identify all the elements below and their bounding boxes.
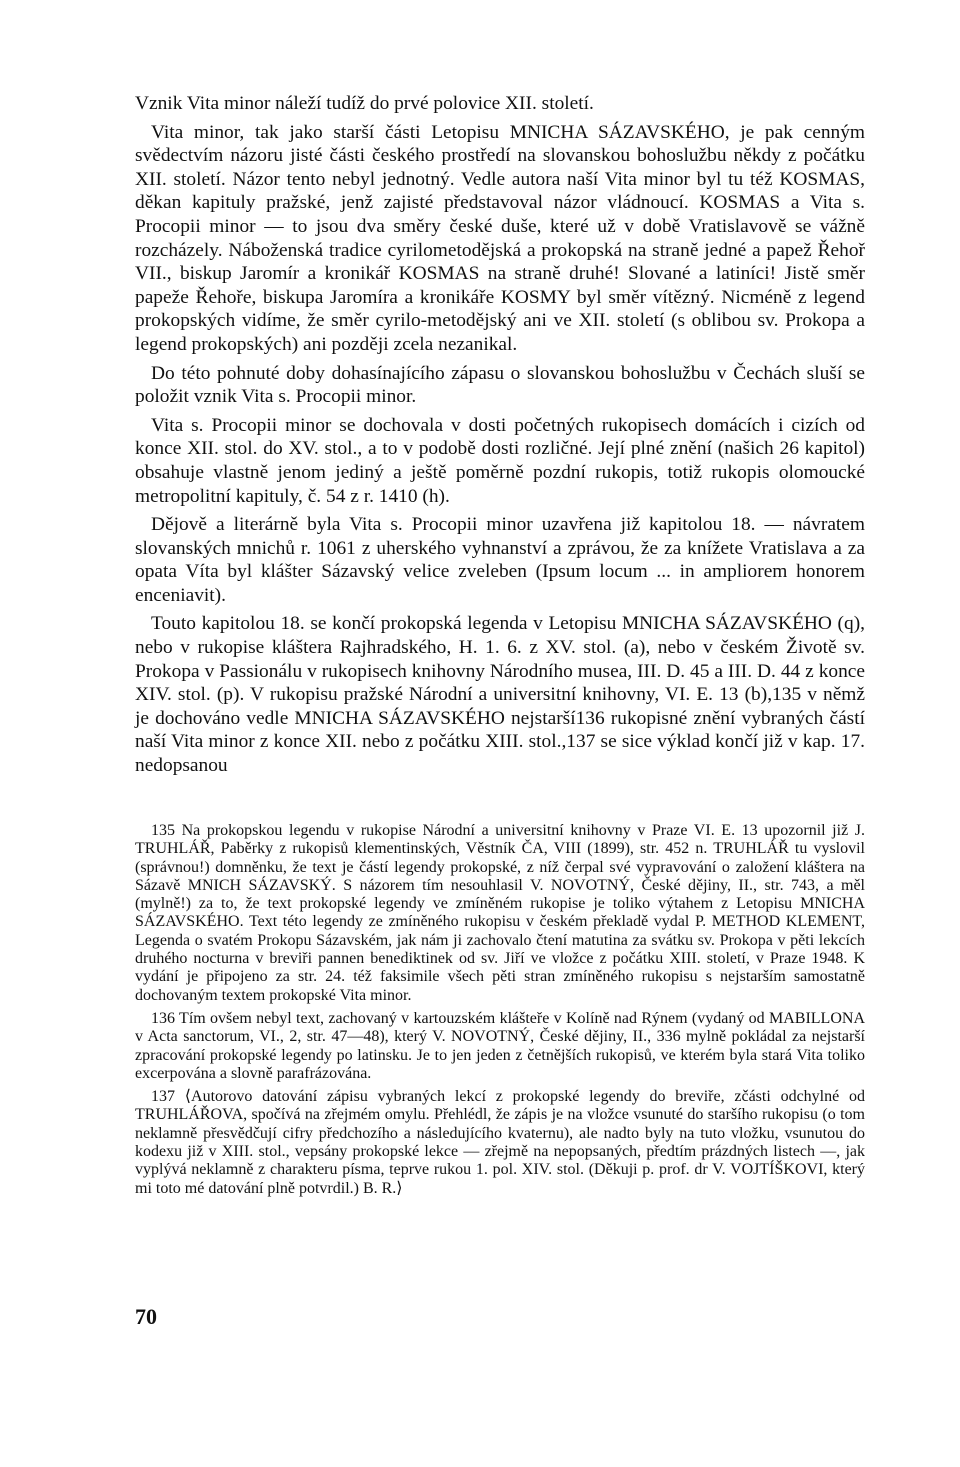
paragraph: Vita s. Procopii minor se dochovala v dosti početných rukopisech domácích i cizích od konce XII. stol. do XV. stol., a to v podobě dosti rozličné. Její plné znění (našich 26 kapitol) obsahuje vlastně jenom jediný a ještě poměrně pozdní rukopis, totiž rukopis olomoucké metropolitní kapituly, č. 54 z r. 1410 (h). <box>135 414 865 507</box>
paragraph: Vznik Vita minor náleží tudíž do prvé polovice XII. století. <box>135 93 594 114</box>
footnote-137: 137 ⟨Autorovo datování zápisu vybraných lekcí z prokopské legendy do breviře, zčásti odchylné od TRUHLÁŘOVA, spočívá na zřejmém omylu. Přehlédl, že zápis je na vložce vsunuté do staršího rukopisu (o tom neklamně přesvědčují cifry předchozího a následujícího kvaternu), ale nadto byly na tuto vložku, vsunutou do kodexu již v XIII. stol., vepsány prokopské lekce — zřejmě na nepopsaných, předtím prázdných listech —, jak vyplývá neklamně z charakteru písma, teprve rukou 1. pol. XIV. stol. (Děkuji p. prof. dr V. VOJTÍŠKOVI, který mi toto mé datování plně potvrdil.) B. R.⟩ <box>135 1088 865 1197</box>
footnote-136: 136 Tím ovšem nebyl text, zachovaný v kartouzském klášteře v Kolíně nad Rýnem (vydaný od MABILLONA v Acta sanctorum, VI., 2, str. 47—48), který V. NOVOTNÝ, České dějiny, II., 336 mylně pokládal za nejstarší zpracování prokopské legendy po latinsku. Je to jen jeden z četnějších rukopisů, ve kterém byla stará Vita toliko excerpována a slovně parafrázována. <box>135 1009 865 1082</box>
page-number: 70 <box>135 1304 157 1329</box>
footnotes <box>135 822 865 1198</box>
footnote-135: 135 Na prokopskou legendu v rukopise Národní a universitní knihovny v Praze VI. E. 13 upozornil již J. TRUHLÁŘ, Paběrky z rukopisů klementinských, Věstník ČA, VIII (1899), str. 452 n. TRUHLÁŘ tu vyslovil (správnou!) domněnku, že text je částí legendy prokopské, z níž čerpal své vypravování o založení kláštera na Sázavě MNICH SÁZAVSKÝ. S názorem tím nesouhlasil V. NOVOTNÝ, České dějiny, II., str. 743, a měl (mylně!) za to, že text prokopské legendy ve zmíněném rukopise je toliko výtahem z Letopisu MNICHA SÁZAVSKÉHO. Text této legendy ze zmíněného rukopisu v českém překladě vydal P. METHOD KLEMENT, Legenda o svatém Prokopu Sázavském, jak nám ji zachovalo čtení matutina za svátku sv. Prokopa v pěti lekcích druhého nocturna v breviři pannen benediktinek od sv. Jiří ve vložce z počátku XIII. století, v Praze 1948. K vydání je připojeno za str. 24. též faksimile všech pěti stran zmíněného rukopisu s nejstarším samostatně dochovaným textem prokopské Vita minor. <box>135 822 865 1004</box>
book-page <box>135 92 865 1329</box>
paragraph: Touto kapitolou 18. se končí prokopská legenda v Letopisu MNICHA SÁZAVSKÉHO (q), nebo v rukopise kláštera Rajhradského, H. 1. 6. z XV. stol. (a), nebo v českém Životě sv. Prokopa v Passionálu v rukopisech knihovny Národního musea, III. D. 45 a III. D. 44 z konce XIV. stol. (p). V rukopisu pražské Národní a universitní knihovny, VI. E. 13 (b),135 v němž je dochováno vedle MNICHA SÁZAVSKÉHO nejstarší136 rukopisné znění vybraných částí naší Vita minor z konce XII. nebo z počátku XIII. stol.,137 se sice výklad končí již v kap. 17. nedopsanou <box>135 613 865 777</box>
paragraph: Vita minor, tak jako starší části Letopisu MNICHA SÁZAVSKÉHO, je pak cenným svědectvím názoru jisté části českého prostředí na slovanskou bohoslužbu někdy z počátku XII. století. Názor tento nebyl jednotný. Vedle autora naší Vita minor byl tu též KOSMAS, děkan kapituly pražské, jenž zajisté představoval názor vládnoucí. KOSMAS a Vita s. Procopii minor — to jsou dva směry české duše, které už v době Vratislavově se vážně rozcházely. Náboženská tradice cyrilometodějská a prokopská na straně jedné a papež Řehoř VII., biskup Jaromír a kronikář KOSMAS na straně druhé! Slované a latiníci! Jistě směr papeže Řehoře, biskupa Jaromíra a kronikáře KOSMY byl směr vítězný. Nicméně z legend prokopských vidíme, že směr cyrilo-metodějský ani ve XII. století (s oblibou sv. Prokopa a legend prokopských) ani později zcela nezanikal. <box>135 121 865 355</box>
paragraph: Do této pohnuté doby dohasínajícího zápasu o slovanskou bohoslužbu v Čechách sluší se položit vznik Vita s. Procopii minor. <box>135 362 865 408</box>
paragraph: Dějově a literárně byla Vita s. Procopii minor uzavřena již kapitolou 18. — návratem slovanských mnichů r. 1061 z uherského vyhnanství a zprávou, že za knížete Vratislava a za opata Víta byl klášter Sázavský velice zveleben (Ipsum locum ... in ampliorem honorem enceniavit). <box>135 514 865 606</box>
main-text <box>135 92 865 778</box>
